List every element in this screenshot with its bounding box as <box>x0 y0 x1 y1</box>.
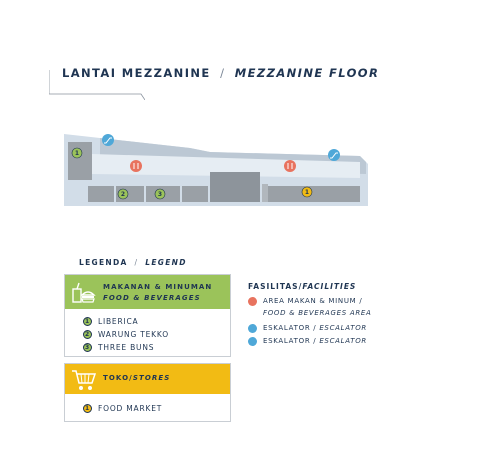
escalator-icon <box>248 337 257 346</box>
shop-lower-6 <box>262 184 268 202</box>
shop-lower-4 <box>182 186 208 202</box>
facility-escalator-1 <box>248 324 367 333</box>
legend-heading <box>79 258 187 267</box>
facility-label-indonesian: ESKALATOR / <box>263 324 317 332</box>
escalator-icon <box>248 324 257 333</box>
shop-lower-5 <box>264 186 360 202</box>
title-indonesian: LANTAI MEZZANINE <box>62 66 211 80</box>
title-english: MEZZANINE FLOOR <box>234 66 380 80</box>
facility-label <box>263 324 367 332</box>
fnb-legend-panel <box>64 274 231 357</box>
facilities-title-indonesian: FASILITAS/ <box>248 282 303 291</box>
facility-label <box>263 297 372 317</box>
store-marker-1-text: 1 <box>304 189 310 197</box>
legend-title-indonesian: LEGENDA <box>79 258 128 267</box>
facility-label-english: ESCALATOR <box>319 324 367 332</box>
facility-label-indonesian: ESKALATOR / <box>263 337 317 345</box>
number-badge: 2 <box>83 330 92 339</box>
facility-label-english: FOOD & BEVERAGES AREA <box>263 309 372 317</box>
fnb-marker-2-text: 2 <box>120 191 126 199</box>
stores-panel-header <box>65 364 230 394</box>
food-drink-icon <box>71 281 97 305</box>
list-item-label: THREE BUNS <box>98 343 155 352</box>
list-item <box>83 315 230 328</box>
fnb-marker-3-text: 3 <box>157 191 163 199</box>
stores-legend-panel <box>64 363 231 422</box>
number-badge: 1 <box>83 317 92 326</box>
fork-knife-icon <box>248 297 257 306</box>
fnb-label-indonesian: MAKANAN & MINUMAN <box>103 283 213 291</box>
shopping-cart-icon <box>71 368 97 392</box>
legend-title-english: LEGEND <box>145 258 187 267</box>
fnb-label-english: FOOD & BEVERAGES <box>103 294 201 302</box>
facility-label <box>263 337 367 345</box>
fnb-list <box>65 309 230 358</box>
shop-center <box>210 172 260 202</box>
number-badge: 3 <box>83 343 92 352</box>
list-item-label: FOOD MARKET <box>98 404 163 413</box>
stores-label-english: STORES <box>132 374 171 382</box>
facilities-title-english: FACILITIES <box>302 282 357 291</box>
list-item <box>83 341 230 354</box>
facility-fnb-area <box>248 297 372 317</box>
facilities-heading <box>248 282 356 291</box>
stores-label-indonesian: TOKO/ <box>103 374 133 382</box>
title-separator: / <box>220 66 226 80</box>
fork-knife-icon <box>284 160 296 172</box>
shop-left <box>68 142 92 180</box>
stores-label <box>103 374 170 382</box>
floor-map <box>60 128 372 212</box>
number-badge: 1 <box>83 404 92 413</box>
list-item <box>83 402 230 415</box>
fnb-panel-header <box>65 275 230 309</box>
escalator-icon <box>328 149 340 161</box>
list-item-label: LIBERICA <box>98 317 139 326</box>
facility-label-indonesian: AREA MAKAN & MINUM / <box>263 297 363 305</box>
shop-lower-1 <box>88 186 114 202</box>
page-title <box>62 66 379 80</box>
escalator-icon <box>102 134 114 146</box>
list-item-label: WARUNG TEKKO <box>98 330 169 339</box>
facility-label-english: ESCALATOR <box>319 337 367 345</box>
fnb-marker-1-text: 1 <box>74 150 80 158</box>
stores-list <box>65 394 230 419</box>
legend-separator: / <box>134 258 139 267</box>
fork-knife-icon <box>130 160 142 172</box>
list-item <box>83 328 230 341</box>
facility-escalator-2 <box>248 337 367 346</box>
